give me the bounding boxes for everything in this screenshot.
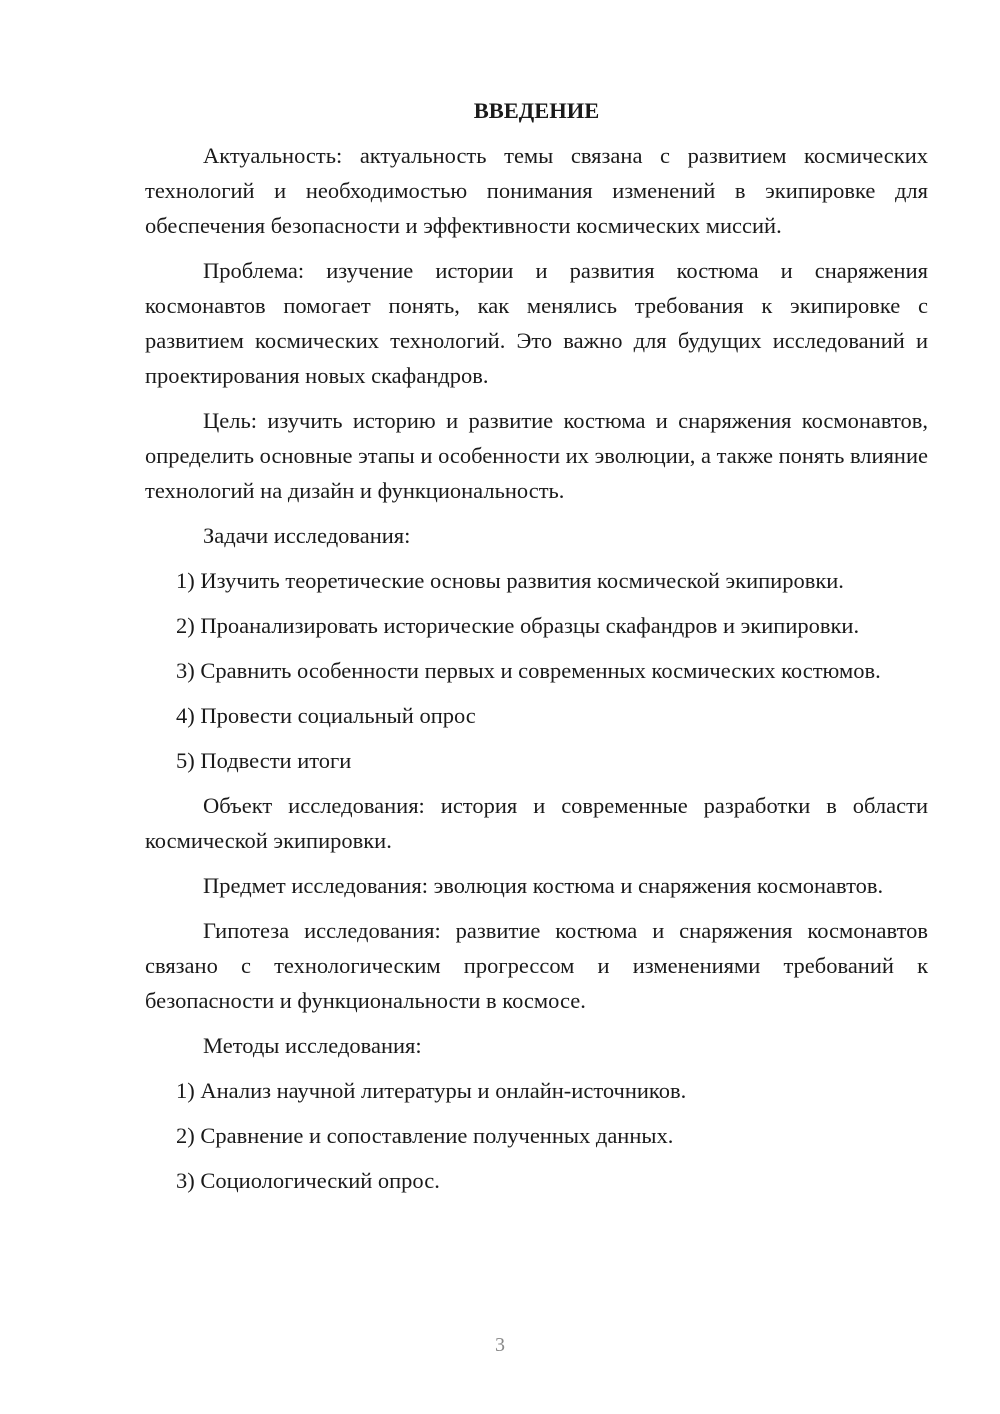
section-title: ВВЕДЕНИЕ [473, 98, 600, 123]
page-number: 3 [495, 1334, 505, 1356]
goal-paragraph: Цель: изучить историю и развитие костюма и снаряжения космонавтов, определить основные этапы и особенности их эволюции, а также понять влияние технологий на дизайн и функциональность. [145, 408, 928, 503]
method-item: 1) Анализ научной литературы и онлайн-источников. [176, 1078, 687, 1103]
task-item: 5) Подвести итоги [176, 748, 352, 773]
method-item: 3) Социологический опрос. [176, 1168, 440, 1193]
task-item: 3) Сравнить особенности первых и современных космических костюмов. [176, 658, 881, 683]
task-item: 2) Проанализировать исторические образцы скафандров и экипировки. [176, 613, 860, 638]
problem-paragraph: Проблема: изучение истории и развития костюма и снаряжения космонавтов помогает понять, как менялись требования к экипировке с развитием космических технологий. Это важно для будущих исследований и проектирования новых скафандров. [145, 258, 928, 388]
relevance-paragraph: Актуальность: актуальность темы связана с развитием космических технологий и необходимостью понимания изменений в экипировке для обеспечения безопасности и эффективности космических миссий. [145, 143, 928, 238]
hypothesis-paragraph: Гипотеза исследования: развитие костюма и снаряжения космонавтов связано с технологическим прогрессом и изменениями требований к безопасности и функциональности в космосе. [145, 918, 928, 1013]
tasks-heading: Задачи исследования: [203, 523, 411, 548]
task-item: 4) Провести социальный опрос [176, 703, 476, 728]
subject-paragraph: Предмет исследования: эволюция костюма и снаряжения космонавтов. [203, 873, 884, 898]
object-paragraph: Объект исследования: история и современные разработки в области космической экипировки. [145, 793, 928, 853]
task-item: 1) Изучить теоретические основы развития космической экипировки. [176, 568, 844, 593]
method-item: 2) Сравнение и сопоставление полученных данных. [176, 1123, 674, 1148]
document-page [145, 96, 928, 1208]
methods-heading: Методы исследования: [203, 1033, 422, 1058]
